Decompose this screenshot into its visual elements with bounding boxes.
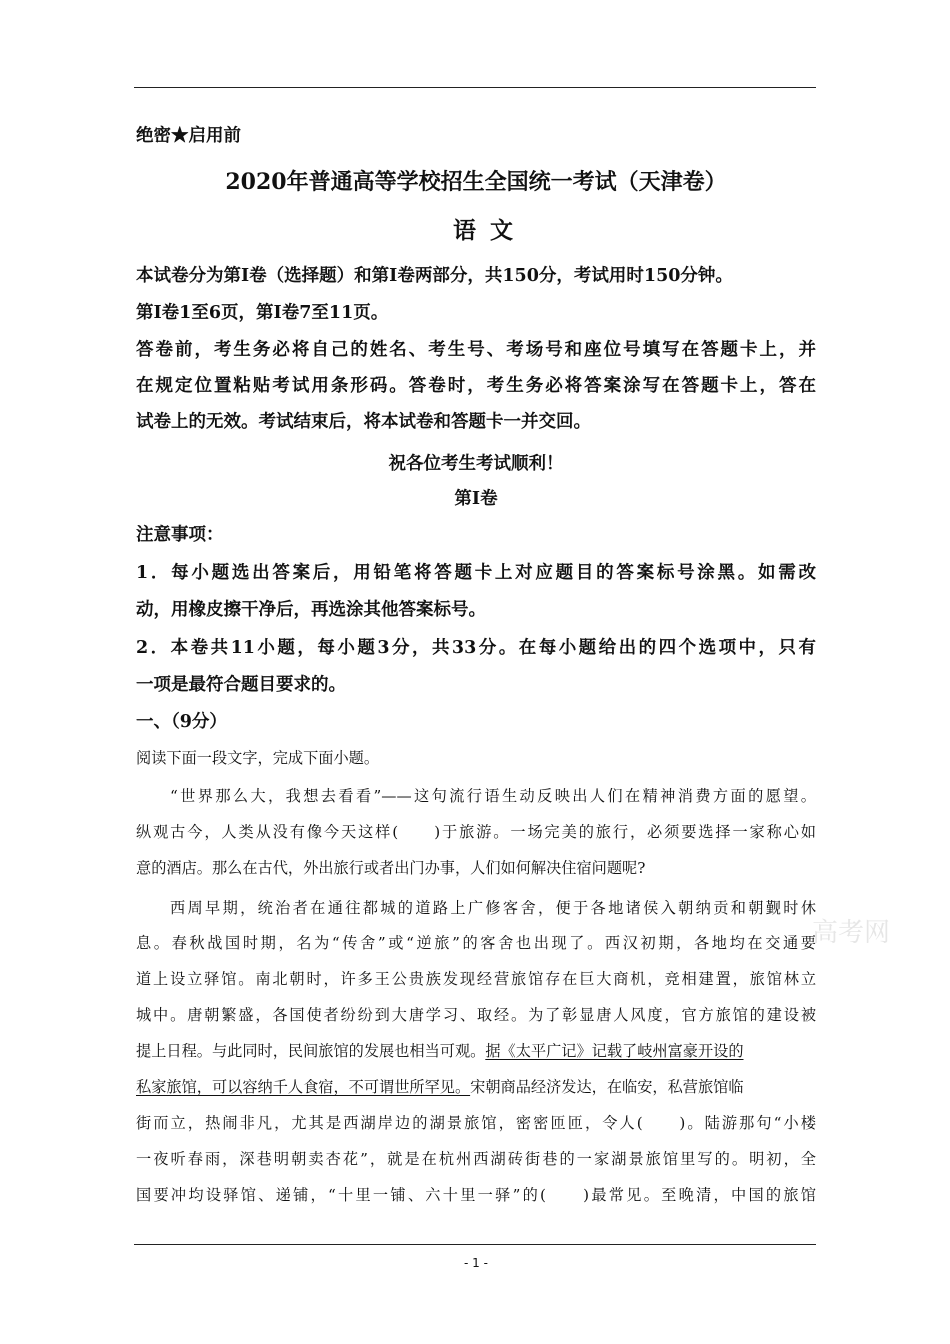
passage-line-10: 街而立，热闹非凡，尤其是西湖岸边的湖景旅馆，密密匝匝，令人( )。陆游那句“小楼 [136,1114,816,1132]
passage-line-2: 纵观古今，人类从没有像今天这样( )于旅游。一场完美的旅行，必须要选择一家称心如 [136,823,816,841]
passage-line-1: “世界那么大，我想去看看”——这句流行语生动反映出人们在精神消费方面的愿望。 [170,787,816,805]
wish-text: 祝各位考生考试顺利！ [388,454,564,474]
volume-title: 第Ⅰ卷 [454,489,498,509]
underlined-sentence-part-2: 私家旅馆，可以容纳千人食宿，不可谓世所罕见。 [136,1078,471,1096]
notes-line-4: 一项是最符合题目要求的。 [136,675,346,695]
passage-line-5: 息。春秋战国时期，名为“传舍”或“逆旅”的客舍也出现了。西汉初期，各地均在交通要 [136,934,816,952]
exam-title: 2020年普通高等学校招生全国统一考试（天津卷） [225,169,727,195]
watermark: 高考网 [812,918,891,948]
instruction-line-5: 试卷上的无效。考试结束后，将本试卷和答题卡一并交回。 [136,412,591,432]
notes-line-2: 动，用橡皮擦干净后，再选涂其他答案标号。 [136,600,486,620]
passage-line-3: 意的酒店。那么在古代，外出旅行或者出门办事，人们如何解决住宿问题呢? [136,859,646,877]
confidential-label: 绝密★启用前 [136,126,241,146]
subject-title: 语文 [453,217,527,244]
passage-line-9-text: 宋朝商品经济发达，在临安，私营旅馆临 [470,1078,744,1096]
instruction-line-1: 本试卷分为第Ⅰ卷（选择题）和第Ⅰ卷两部分，共150分，考试用时150分钟。 [136,266,733,286]
footer-rule [134,1244,816,1245]
notes-line-3: 2．本卷共11小题，每小题3分，共33分。在每小题给出的四个选项中，只有 [136,638,816,658]
instruction-line-2: 第Ⅰ卷1至6页，第Ⅰ卷7至11页。 [136,303,389,323]
underlined-sentence-part-1: 据《太平广记》记载了岐州富豪开设的 [485,1042,744,1060]
instruction-line-3: 答卷前，考生务必将自己的姓名、考生号、考场号和座位号填写在答题卡上，并 [136,340,816,360]
passage-line-12: 国要冲均设驿馆、递铺，“十里一铺、六十里一驿”的( )最常见。至晚清，中国的旅馆 [136,1186,816,1204]
header-rule [134,87,816,88]
notes-heading: 注意事项： [136,525,224,545]
passage-line-9 [136,1076,816,1097]
page-number: - 1 - [464,1256,488,1270]
passage-line-8-text: 提上日程。与此同时，民间旅馆的发展也相当可观。 [136,1042,486,1060]
passage-line-8 [136,1040,816,1061]
passage-line-4: 西周早期，统治者在通往都城的道路上广修客舍，便于各地诸侯入朝纳贡和朝觐时休 [170,899,816,917]
passage-line-6: 道上设立驿馆。南北朝时，许多王公贵族发现经营旅馆存在巨大商机，竞相建置，旅馆林立 [136,970,816,988]
instruction-line-4: 在规定位置粘贴考试用条形码。答卷时，考生务必将答案涂写在答题卡上，答在 [136,376,816,396]
notes-line-1: 1．每小题选出答案后，用铅笔将答题卡上对应题目的答案标号涂黑。如需改 [136,563,816,583]
section-prompt: 阅读下面一段文字，完成下面小题。 [136,749,379,767]
section-heading: 一、（9分） [136,712,227,732]
passage-line-11: 一夜听春雨，深巷明朝卖杏花”，就是在杭州西湖砖街巷的一家湖景旅馆里写的。明初，全 [136,1150,816,1168]
passage-line-7: 城中。唐朝繁盛，各国使者纷纷到大唐学习、取经。为了彰显唐人风度，官方旅馆的建设被 [136,1006,816,1024]
